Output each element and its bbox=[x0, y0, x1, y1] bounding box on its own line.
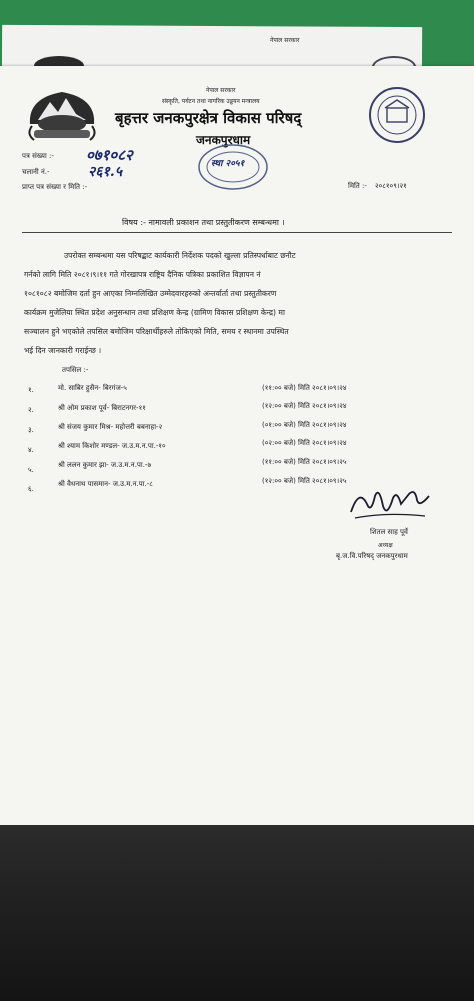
subject-line: विषय :- नामावली प्रकाशन तथा प्रस्तुतीकरण सम्बन्धमा । bbox=[122, 218, 285, 227]
candidate-name: श्री वैधनाथ पासमान- ज.उ.म.न.पा.-८ bbox=[58, 480, 153, 488]
candidate-name: मो. साबिर हुसैन- बिरगंज-५ bbox=[58, 384, 127, 392]
signatory-title: अध्यक्ष bbox=[378, 542, 393, 549]
candidate-time: (०२:०० बजे) मिति २०८१।०९।२४ bbox=[262, 439, 347, 447]
candidate-name: श्री ओम प्रकाश पूर्व- बिराटनगर-११ bbox=[58, 404, 146, 412]
prapta-label: प्राप्त पत्र संख्या र मिति :- bbox=[22, 183, 88, 191]
table-surface bbox=[0, 825, 474, 1001]
signatory-name: शितल साह पूर्वे bbox=[370, 528, 408, 536]
candidate-number: ४. bbox=[28, 446, 34, 454]
candidate-name: श्री संजय कुमार मिश्र- महोत्तरी बबनाहा-२ bbox=[58, 423, 163, 431]
place-title: जनकपुरधाम bbox=[196, 133, 251, 147]
council-seal-icon bbox=[368, 86, 426, 144]
candidate-number: २. bbox=[28, 406, 34, 414]
signature-icon bbox=[345, 482, 435, 526]
body-line-6: भई दिन जानकारी गराईन्छ । bbox=[24, 346, 102, 355]
miti-value: २०८१०९।२१ bbox=[375, 182, 407, 190]
candidate-name: श्री श्याम किशोर मण्डल- ज.उ.म.न.पा.-१० bbox=[58, 442, 166, 450]
gov-label: नेपाल सरकार bbox=[206, 87, 236, 94]
candidate-time: (१२:०० बजे) मिति २०८१।०९।२५ bbox=[262, 477, 347, 485]
nepal-emblem-icon bbox=[24, 84, 100, 146]
back-sheet-header: नेपाल सरकार bbox=[270, 37, 300, 44]
patra-value: ०७१०८२ bbox=[86, 146, 133, 164]
candidate-number: ६. bbox=[28, 485, 34, 493]
miti-label: मिति :- bbox=[348, 182, 367, 190]
body-line-1: उपरोक्त सम्बन्धमा यस परिषद्बाट कार्यकारी निर्देशक पदको खुल्ला प्रतिस्पर्धाबाट छनौट bbox=[64, 251, 296, 260]
body-line-5: सञ्चालन हुने भएकोले तपसिल बमोजिम परिक्षार्थीहरुले तोकिएको मिति, समय र स्थानमा उपस्थित bbox=[24, 327, 289, 336]
chalani-value: २६१.५ bbox=[88, 164, 122, 180]
signatory-office: बृ.ज.वि.परिषद् जनकपुरधाम bbox=[336, 552, 408, 560]
candidate-number: ५. bbox=[28, 466, 34, 474]
body-line-4: कार्यक्रम मुजेलिया स्थित प्रदेश अनुसन्धान तथा प्रशिक्षण केन्द्र (ग्रामिण विकास प्रशिक्षण केन्द्र) मा bbox=[24, 308, 285, 317]
patra-label: पत्र संख्या :- bbox=[22, 152, 54, 160]
candidate-name: श्री ललन कुमार झा- ज.उ.म.न.पा.-७ bbox=[58, 461, 152, 469]
subject-divider bbox=[22, 232, 452, 233]
candidate-number: १. bbox=[28, 386, 34, 394]
candidate-number: ३. bbox=[28, 426, 34, 434]
tapsil-label: तपसिल :- bbox=[62, 366, 89, 374]
candidate-time: (११:०० बजे) मिति २०८१।०९।२४ bbox=[262, 384, 347, 392]
council-title: बृहत्तर जनकपुरक्षेत्र विकास परिषद् bbox=[115, 109, 302, 127]
body-line-2: गर्नको लागि मिति २०८१।९।११ गते गोरखापत्र राष्ट्रिय दैनिक पत्रिका प्रकाशित विज्ञापन नं bbox=[24, 270, 261, 279]
candidate-time: (११:०० बजे) मिति २०८१।०९।२५ bbox=[262, 458, 347, 466]
stamp-text: स्था २०५१ bbox=[211, 159, 245, 169]
candidate-time: (०१:०० बजे) मिति २०८१।०९।२४ bbox=[262, 421, 347, 429]
candidate-time: (१२:०० बजे) मिति २०८१।०९।२४ bbox=[262, 402, 347, 410]
body-line-3: १०८१०८२ बमोजिम दर्ता हुन आएका निम्नलिखित उम्मेदवारहरुको अन्तर्वार्ता तथा प्रस्तुतीकरण bbox=[24, 289, 277, 298]
ministry-label: संस्कृति, पर्यटन तथा नागरिक उड्डयन मन्त्रालय bbox=[162, 98, 260, 105]
chalani-label: चलानी नं.- bbox=[22, 168, 50, 176]
